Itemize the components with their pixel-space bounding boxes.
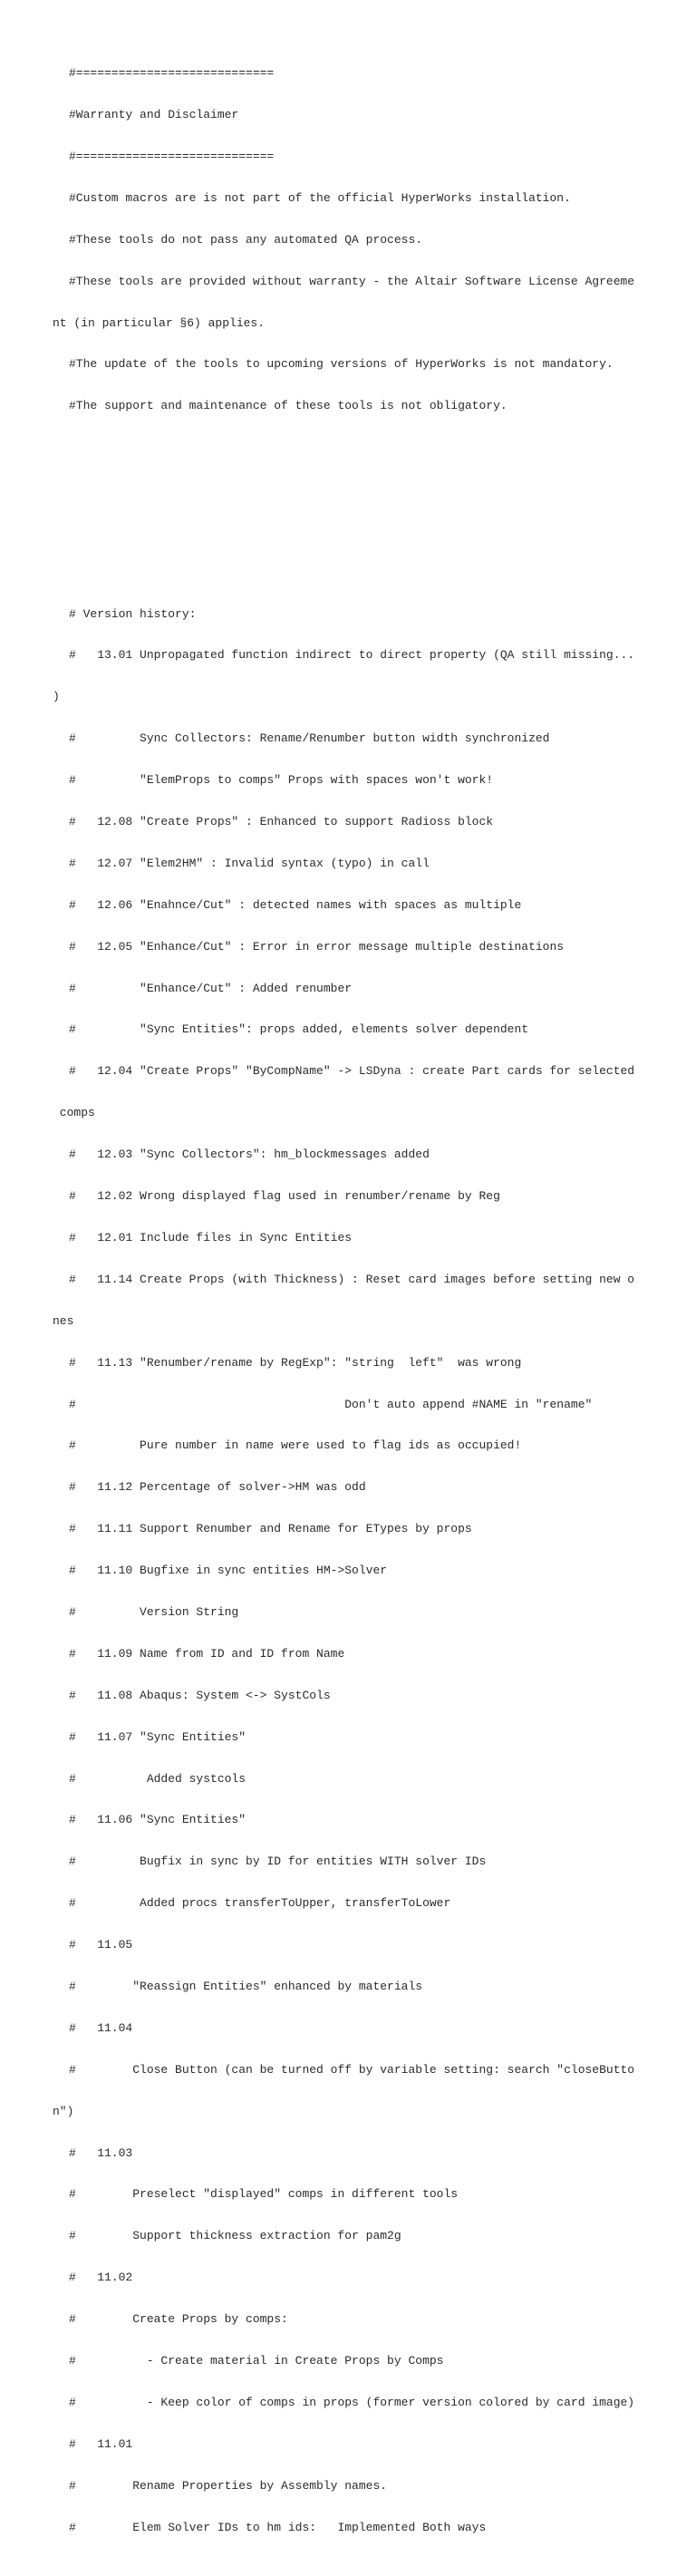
text-line: # 13.01 Unpropagated function indirect to direct property (QA still missing... (69, 648, 635, 663)
text-line: # Elem Solver IDs to hm ids: Implemented Both ways (69, 2520, 487, 2534)
text-line: # 12.06 "Enahnce/Cut" : detected names with spaces as multiple (69, 897, 522, 912)
text-line: # 11.13 "Renumber/rename by RegExp": "string left" was wrong (69, 1355, 522, 1370)
text-line: #These tools are provided without warranty - the Altair Software License Agreeme (69, 274, 635, 288)
text-line: n") (53, 2104, 74, 2118)
text-line: # "ElemProps to comps" Props with spaces won't work! (69, 773, 494, 788)
text-line: # Close Button (can be turned off by variable setting: search "closeButto (69, 2062, 635, 2077)
document-text (53, 11, 635, 2576)
text-line: ) (53, 690, 60, 704)
text-line: #The support and maintenance of these tools is not obligatory. (69, 399, 508, 413)
text-line: # 12.03 "Sync Collectors": hm_blockmessages added (69, 1148, 430, 1162)
text-line: # "Sync Entities": props added, elements solver dependent (69, 1022, 529, 1037)
text-line: # Rename Properties by Assembly names. (69, 2478, 388, 2493)
text-line: # Bugfix in sync by ID for entities WITH solver IDs (69, 1855, 487, 1869)
text-line: # 12.05 "Enhance/Cut" : Error in error message multiple destinations (69, 939, 565, 954)
text-line: # Sync Collectors: Rename/Renumber button width synchronized (69, 731, 550, 746)
text-line: # - Create material in Create Props by Comps (69, 2353, 444, 2368)
text-line: # Preselect "displayed" comps in different tools (69, 2187, 459, 2202)
text-line: # 11.01 (69, 2436, 133, 2451)
text-line: # 12.07 "Elem2HM" : Invalid syntax (typo) in call (69, 856, 430, 870)
text-line: # Added procs transferToUpper, transferToLower (69, 1896, 451, 1911)
text-line: # Pure number in name were used to flag ids as occupied! (69, 1438, 522, 1453)
disclaimer-block (53, 39, 635, 441)
text-line: comps (53, 1106, 95, 1120)
text-line: # Don't auto append #NAME in "rename" (69, 1397, 593, 1411)
spacer (69, 482, 613, 537)
text-line: # Added systcols (69, 1771, 246, 1786)
text-line: # 11.05 (69, 1938, 133, 1952)
text-line: # "Enhance/Cut" : Added renumber (69, 981, 353, 995)
text-line: # 12.04 "Create Props" "ByCompName" -> LSDyna : create Part cards for selected (69, 1064, 635, 1079)
text-line: #The update of the tools to upcoming versions of HyperWorks is not mandatory. (69, 357, 614, 372)
text-line: #Custom macros are is not part of the official HyperWorks installation. (69, 190, 571, 205)
text-line: nt (in particular §6) applies. (53, 315, 266, 330)
text-line: # Support thickness extraction for pam2g (69, 2229, 401, 2243)
text-line: #These tools do not pass any automated QA process. (69, 232, 423, 247)
text-line: # Create Props by comps: (69, 2312, 288, 2327)
text-line: # 11.02 (69, 2271, 133, 2285)
text-line: # 11.14 Create Props (with Thickness) : Reset card images before setting new o (69, 1272, 635, 1286)
text-line: # 11.12 Percentage of solver->HM was odd (69, 1480, 366, 1495)
text-line: # 11.07 "Sync Entities" (69, 1729, 246, 1744)
version-history-block (53, 579, 635, 2561)
text-line: # 11.04 (69, 2020, 133, 2035)
text-line: nes (53, 1313, 74, 1328)
text-line: #============================ (69, 66, 275, 81)
text-line: # 11.06 "Sync Entities" (69, 1813, 246, 1827)
text-line: # - Keep color of comps in props (former version colored by card image) (69, 2395, 635, 2409)
text-line: # 11.03 (69, 2145, 133, 2160)
text-line: # 12.01 Include files in Sync Entities (69, 1230, 353, 1244)
text-line: #Warranty and Disclaimer (69, 108, 239, 122)
text-line: # 12.02 Wrong displayed flag used in renumber/rename by Reg (69, 1189, 500, 1204)
text-line: # Version String (69, 1604, 239, 1619)
text-line: # Version history: (69, 606, 197, 621)
text-line: # 11.09 Name from ID and ID from Name (69, 1646, 345, 1661)
text-line: # 12.08 "Create Props" : Enhanced to support Radioss block (69, 815, 494, 829)
text-line: # "Reassign Entities" enhanced by materials (69, 1979, 423, 1993)
text-line: #============================ (69, 149, 275, 163)
text-line: # 11.10 Bugfixe in sync entities HM->Solver (69, 1564, 388, 1578)
text-line: # 11.08 Abaqus: System <-> SystCols (69, 1688, 331, 1702)
text-line: # 11.11 Support Renumber and Rename for ETypes by props (69, 1522, 472, 1536)
